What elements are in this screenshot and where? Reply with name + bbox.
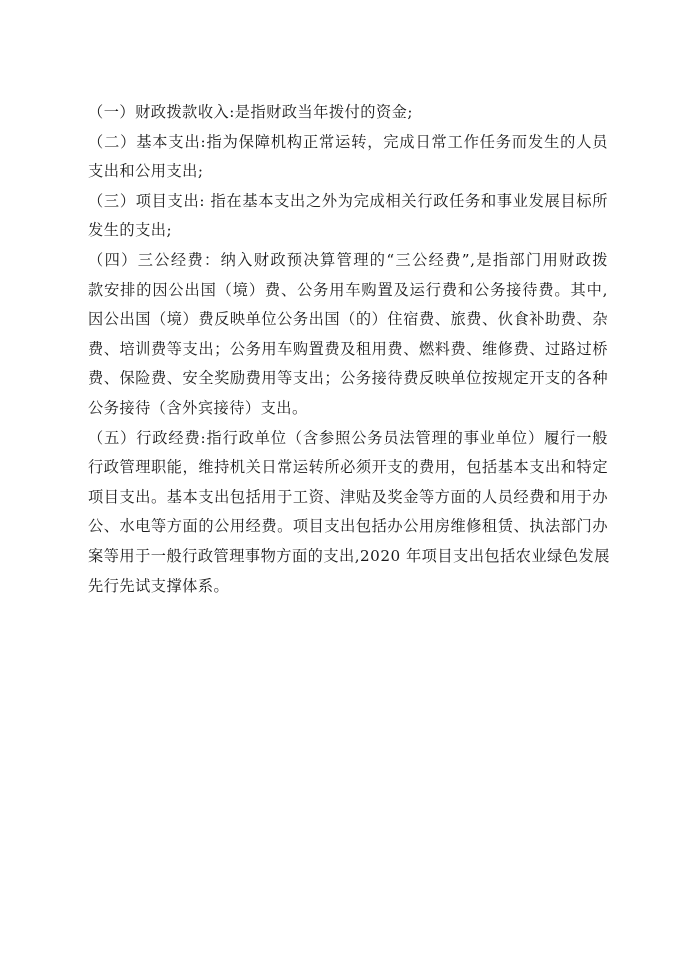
text-line: 款安排的因公出国（境）费、公务用车购置及运行费和公务接待费。其中, xyxy=(88,280,608,299)
text-line: （一）财政拨款收入:是指财政当年拨付的资金; xyxy=(88,103,413,121)
text-line: 公、水电等方面的公用经费。项目支出包括办公用房维修租赁、执法部门办 xyxy=(88,517,608,536)
paragraph-administrative-expenses xyxy=(88,424,608,602)
text-line: 行政管理职能，维持机关日常运转所必须开支的费用，包括基本支出和特定 xyxy=(88,458,608,477)
text-line: 项目支出。基本支出包括用于工资、津贴及奖金等方面的人员经费和用于办 xyxy=(88,487,608,506)
text-line: 案等用于一般行政管理事物方面的支出,2020 年项目支出包括农业绿色发展 xyxy=(88,546,610,565)
text-line: （二）基本支出:指为保障机构正常运转，完成日常工作任务而发生的人员 xyxy=(88,132,608,151)
text-line: 因公出国（境）费反映单位公务出国（的）住宿费、旅费、伙食补助费、杂 xyxy=(88,310,608,329)
text-line: 费、保险费、安全奖励费用等支出；公务接待费反映单位按规定开支的各种 xyxy=(88,369,608,388)
text-line: 费、培训费等支出；公务用车购置费及租用费、燃料费、维修费、过路过桥 xyxy=(88,339,608,358)
paragraph-basic-expenditure xyxy=(88,128,608,187)
text-line: （五）行政经费:指行政单位（含参照公务员法管理的事业单位）履行一般 xyxy=(88,428,608,447)
text-line: 发生的支出; xyxy=(88,221,173,240)
text-line: 公务接待（含外宾接待）支出。 xyxy=(88,398,308,417)
text-line: 支出和公用支出; xyxy=(88,162,204,181)
text-line: （四）三公经费：纳入财政预决算管理的“三公经费”,是指部门用财政拨 xyxy=(88,250,608,269)
paragraph-project-expenditure xyxy=(88,187,608,246)
document-page xyxy=(88,98,608,601)
text-line: （三）项目支出: 指在基本支出之外为完成相关行政任务和事业发展目标所 xyxy=(88,191,608,210)
text-line: 先行先试支撑体系。 xyxy=(88,576,230,595)
paragraph-financial-appropriation-income xyxy=(88,98,608,128)
paragraph-three-public-expenses xyxy=(88,246,608,424)
